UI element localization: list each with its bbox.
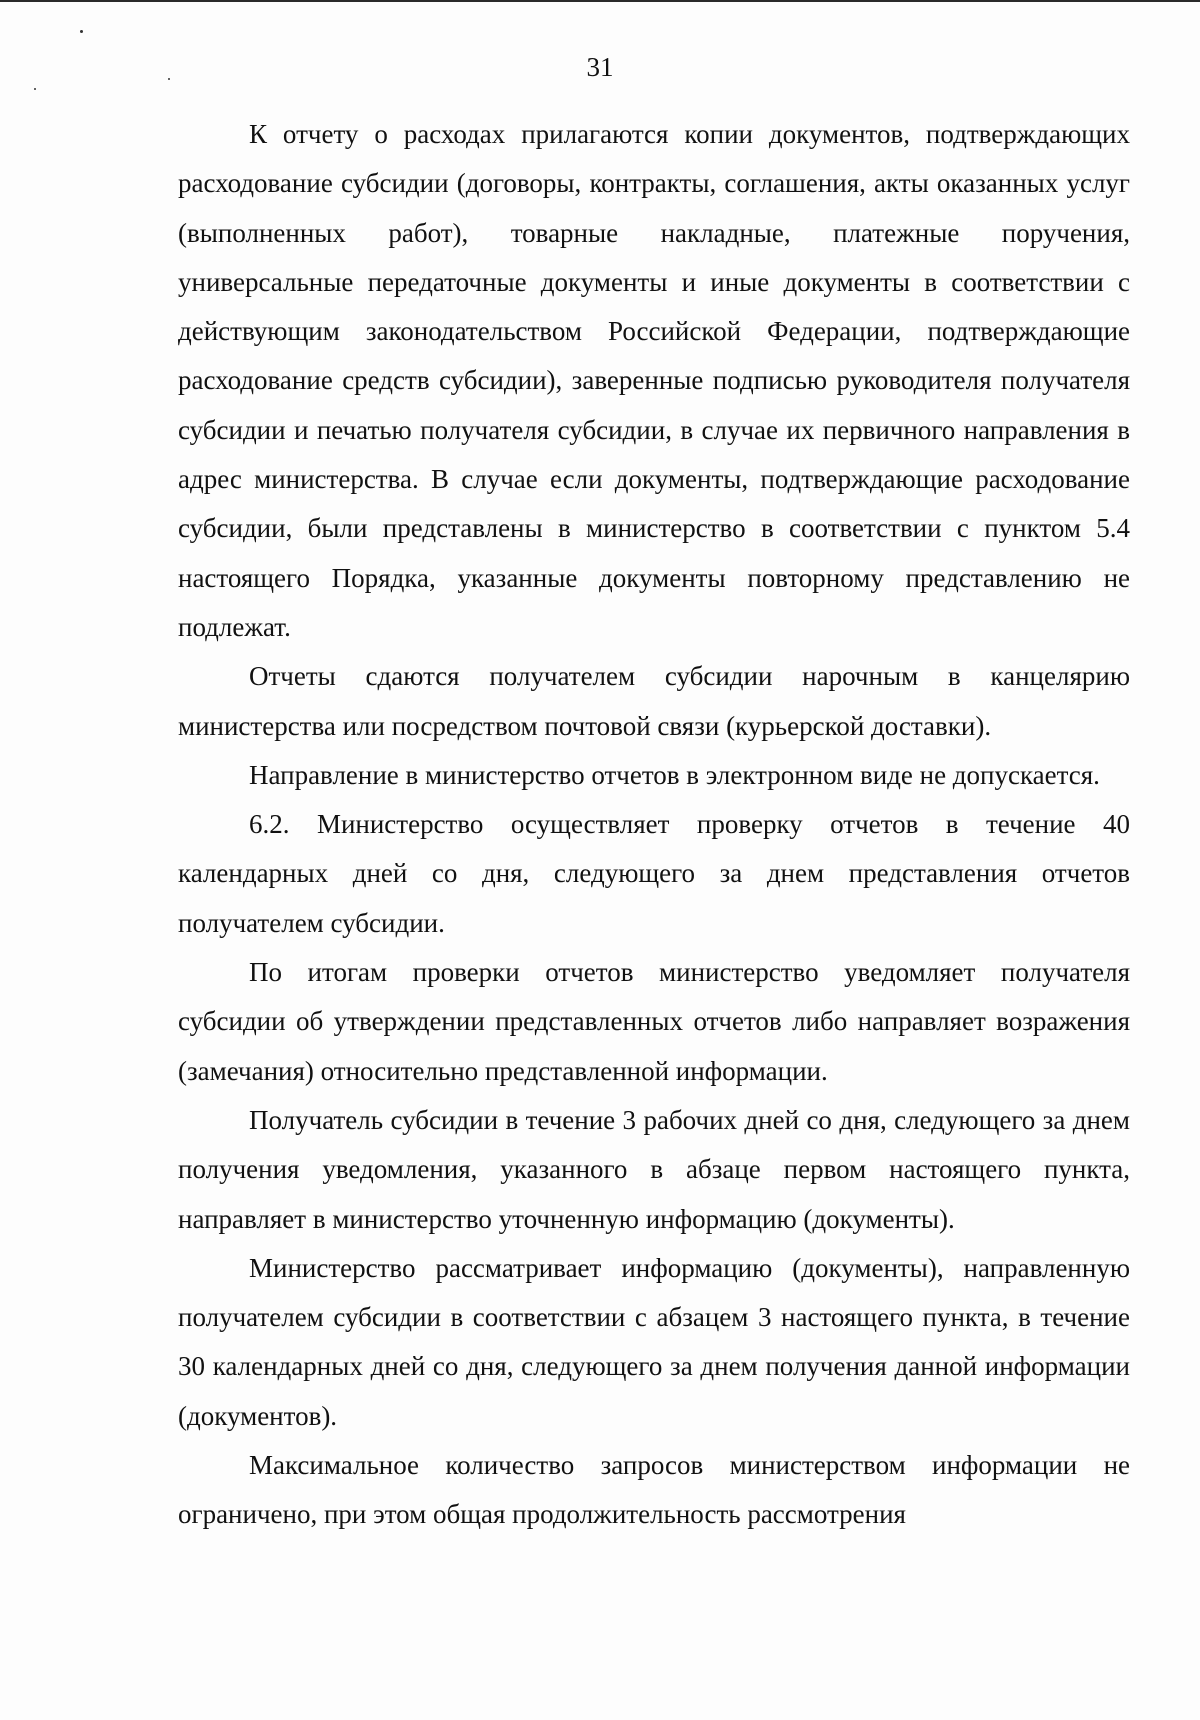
scan-top-edge [0,0,1200,2]
paragraph-max-requests: Максимальное количество запросов министерством информации не ограничено, при этом общая продолжительность рассмотрения [178,1450,1130,1530]
paragraph-ministry-review: Министерство рассматривает информацию (документы), направленную получателем субсидии в соответствии с абзацем 3 настоящего пункта, в течение 30 календарных дней со дня, следующего за днем получения данной информации (документов). [178,1252,1130,1431]
paragraph-report-submission: Отчеты сдаются получателем субсидии нарочным в канцелярию министерства или посредством почтовой связи (курьерской доставки). [178,661,1130,741]
scan-speck [80,30,83,33]
scan-speck [34,88,36,90]
paragraph-review-results: По итогам проверки отчетов министерство уведомляет получателя субсидии об утверждении представленных отчетов либо направляет возражения (замечания) относительно представленной информации. [178,957,1130,1086]
document-body [178,110,1130,1540]
paragraph-section-6-2: 6.2. Министерство осуществляет проверку отчетов в течение 40 календарных дней со дня, следующего за днем представления отчетов получателем субсидии. [178,809,1130,938]
paragraph-report-attachments: К отчету о расходах прилагаются копии документов, подтверждающих расходование субсидии (договоры, контракты, соглашения, акты оказанных услуг (выполненных работ), товарные накладные, платежные поручения, универсальные передаточные документы и иные документы в соответствии с действующим законодательством Российской Федерации, подтверждающие расходование средств субсидии), заверенные подписью руководителя получателя субсидии и печатью получателя субсидии, в случае их первичного направления в адрес министерства. В случае если документы, подтверждающие расходование субсидии, были представлены в министерство в соответствии с пунктом 5.4 настоящего Порядка, указанные документы повторному представлению не подлежат. [178,119,1130,642]
paragraph-electronic-not-allowed: Направление в министерство отчетов в электронном виде не допускается. [249,759,1100,790]
page-number: 31 [586,52,614,82]
paragraph-recipient-response: Получатель субсидии в течение 3 рабочих дней со дня, следующего за днем получения уведомления, указанного в абзаце первом настоящего пункта, направляет в министерство уточненную информацию (документы). [178,1104,1130,1234]
